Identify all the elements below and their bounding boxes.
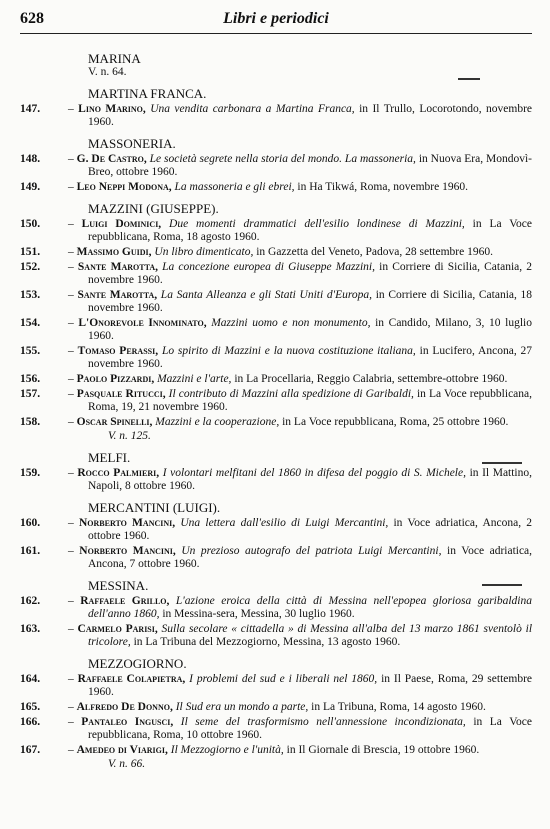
entry-title: Il Mezzogiorno e l'unità, (170, 744, 284, 756)
bibliography-entry (20, 218, 532, 244)
entry-title: Il seme del trasformismo nell'annessione incondizionata, (180, 716, 466, 728)
entry-dash: – (68, 153, 77, 165)
entry-title: Una vendita carbonara a Martina Franca, (150, 103, 355, 115)
entry-author: Leo Neppi Modona, (76, 181, 172, 193)
entry-number: 161. (20, 545, 41, 557)
section-heading: MELFI. (88, 450, 131, 465)
entry-title: Il Sud era un mondo a parte, (175, 701, 309, 713)
entry-source: in Il Paese, Roma, 29 settembre 1960. (88, 673, 532, 698)
entry-author: Raffaele Grillo, (80, 595, 170, 607)
entry-dash: – (68, 595, 81, 607)
entry-number: 149. (20, 181, 41, 193)
entry-number: 147. (20, 103, 41, 115)
bibliography-entry (20, 181, 532, 194)
section-heading: MEZZOGIORNO. (88, 656, 187, 671)
bibliography-entry (20, 545, 532, 571)
entry-dash: – (68, 345, 78, 357)
entry-dash: – (68, 246, 77, 258)
running-header (20, 10, 532, 32)
entry-author: Norberto Mancini, (79, 545, 176, 557)
entry-title: Un prezioso autografo del patriota Luigi Mercantini, (181, 545, 442, 557)
entry-author: Lino Marino, (78, 103, 146, 115)
bibliography-entry (20, 261, 532, 287)
entry-source: in Gazzetta del Veneto, Padova, 28 settembre 1960. (256, 246, 493, 258)
entry-number: 154. (20, 317, 41, 329)
entry-title: Un libro dimenticato, (154, 246, 254, 258)
bibliography-entry (20, 388, 532, 414)
entry-title: I problemi del sud e i liberali nel 1860, (189, 673, 378, 685)
entry-title: Lo spirito di Mazzini e la nuova costituzione italiana, (161, 345, 416, 357)
bibliography-entry (20, 744, 532, 757)
entry-number: 150. (20, 218, 41, 230)
entry-source: in La Voce repubblicana, Roma, 25 ottobre 1960. (282, 416, 509, 428)
entry-author: Paolo Pizzardi, (76, 373, 155, 385)
entry-title: La massoneria e gli ebrei, (174, 181, 295, 193)
entry-title: Una lettera dall'esilio di Luigi Mercantini, (180, 517, 389, 529)
bibliography-entry (20, 595, 532, 621)
entry-title: I volontari melfitani del 1860 in difesa del poggio di S. Michele, (162, 467, 466, 479)
bibliography-entry (20, 289, 532, 315)
section-heading: MAZZINI (GIUSEPPE). (88, 201, 219, 216)
entry-dash: – (68, 103, 79, 115)
entry-author: Luigi Dominici, (81, 218, 162, 230)
entry-author: L'Onorevole Innominato, (78, 317, 207, 329)
entry-title: La concezione europea di Giuseppe Mazzini, (162, 261, 375, 273)
entry-number: 167. (20, 744, 41, 756)
entry-dash: – (68, 289, 78, 301)
page-number: 628 (20, 10, 44, 27)
entry-title: Il contributo di Mazzini alla spedizione di Garibaldi, (168, 388, 414, 400)
entry-number: 160. (20, 517, 41, 529)
entry-dash: – (68, 388, 77, 400)
entry-source: in Il Mattino, Napoli, 8 ottobre 1960. (88, 467, 533, 492)
bibliography-entry (20, 673, 532, 699)
entry-author: Alfredo De Donno, (76, 701, 173, 713)
entry-dash: – (68, 623, 78, 635)
entry-number: 155. (20, 345, 41, 357)
entry-source: in Candido, Milano, 3, 10 luglio 1960. (88, 317, 532, 342)
entry-source: in La Voce repubblicana, Roma, 19, 21 novembre 1960. (88, 388, 533, 413)
section-heading: MESSINA. (88, 578, 149, 593)
bibliography-entry (20, 517, 532, 543)
running-title: Libri e periodici (223, 10, 329, 27)
entry-number: 165. (20, 701, 41, 713)
entry-source: in Corriere di Sicilia, Catania, 18 novembre 1960. (88, 289, 533, 314)
entry-author: Massimo Guidi, (76, 246, 152, 258)
entry-number: 162. (20, 595, 41, 607)
entry-title: Le società segrete nella storia del mondo. La massoneria, (149, 153, 416, 165)
entry-number: 163. (20, 623, 41, 635)
entry-author: Norberto Mancini, (78, 517, 176, 529)
header-rule (20, 33, 532, 34)
bibliography-entry (20, 153, 532, 179)
section-heading: MARTINA FRANCA. (88, 86, 207, 101)
entry-title: Mazzini e la cooperazione, (155, 416, 280, 428)
entry-dash: – (68, 701, 77, 713)
entry-author: Tomaso Perassi, (77, 345, 159, 357)
entry-title: La Santa Alleanza e gli Stati Uniti d'Europa, (160, 289, 373, 301)
bibliography-entry (20, 345, 532, 371)
entry-dash: – (68, 744, 77, 756)
entry-dash: – (68, 261, 78, 273)
entry-author: Rocco Palmieri, (77, 467, 160, 479)
entry-author: Oscar Spinelli, (76, 416, 153, 428)
bibliography-entry (20, 416, 532, 429)
print-mark (458, 78, 480, 80)
entry-source: in Voce adriatica, Ancona, 7 ottobre 1960. (88, 545, 533, 570)
section-heading: MASSONERIA. (88, 136, 176, 151)
entry-source: in Voce adriatica, Ancona, 2 ottobre 1960. (88, 517, 533, 542)
entry-source: in La Procellaria, Reggio Calabria, settembre-ottobre 1960. (234, 373, 508, 385)
bibliography-entry (20, 373, 532, 386)
cross-reference: V. n. 125. (108, 430, 151, 442)
cross-reference: V. n. 66. (108, 758, 146, 770)
entry-author: Amedeo di Viarigi, (76, 744, 168, 756)
entry-source: in Il Giornale di Brescia, 19 ottobre 1960. (286, 744, 480, 756)
entry-dash: – (68, 716, 82, 728)
entry-dash: – (68, 467, 78, 479)
entry-dash: – (68, 673, 78, 685)
entry-author: Carmelo Parisi, (77, 623, 158, 635)
entry-dash: – (68, 517, 79, 529)
entry-author: Sante Marotta, (77, 261, 159, 273)
entry-source: in La Tribuna, Roma, 14 agosto 1960. (311, 701, 486, 713)
entry-title: Mazzini uomo e non monumento, (211, 317, 371, 329)
entry-source: in Il Trullo, Locorotondo, novembre 1960. (88, 103, 533, 128)
entry-title: Due momenti drammatici dell'esilio londinese di Mazzini, (169, 218, 465, 230)
entry-number: 159. (20, 467, 41, 479)
entry-number: 153. (20, 289, 41, 301)
entry-source: in Nuova Era, Mondovì-Breo, ottobre 1960. (88, 153, 533, 178)
bibliography-entry (20, 317, 532, 343)
section-heading: MARINA (88, 51, 141, 66)
entry-source: in Lucifero, Ancona, 27 novembre 1960. (88, 345, 533, 370)
bibliography-entry (20, 246, 532, 259)
bibliography-entry (20, 103, 532, 129)
entry-dash: – (68, 373, 77, 385)
entry-title: Mazzini e l'arte, (157, 373, 232, 385)
entry-number: 151. (20, 246, 41, 258)
entry-author: G. De Castro, (76, 153, 147, 165)
entry-title: L'azione eroica della città di Messina nell'epopea gloriosa garibaldina dell'anno 1860, (88, 595, 532, 620)
section-heading: MERCANTINI (LUIGI). (88, 500, 221, 515)
entry-number: 157. (20, 388, 41, 400)
entry-number: 148. (20, 153, 41, 165)
bibliography-entry (20, 701, 532, 714)
entry-dash: – (68, 181, 77, 193)
entry-number: 166. (20, 716, 41, 728)
entry-author: Pantaleo Ingusci, (81, 716, 174, 728)
entry-dash: – (68, 545, 80, 557)
entry-source: in La Voce repubblicana, Roma, 10 ottobre 1960. (88, 716, 532, 741)
bibliography-entry (20, 716, 532, 742)
bibliography-list (20, 50, 532, 771)
entry-number: 164. (20, 673, 41, 685)
entry-source: in La Tribuna del Mezzogiorno, Messina, 13 agosto 1960. (133, 636, 401, 648)
bibliography-entry (20, 467, 532, 493)
entry-source: in Corriere di Sicilia, Catania, 2 novembre 1960. (88, 261, 533, 286)
entry-source: in Messina-sera, Messina, 30 luglio 1960. (162, 608, 355, 620)
entry-number: 156. (20, 373, 41, 385)
entry-source: in La Voce repubblicana, Roma, 18 agosto 1960. (88, 218, 532, 243)
entry-dash: – (68, 317, 79, 329)
entry-number: 152. (20, 261, 41, 273)
print-mark (482, 584, 522, 586)
cross-reference: V. n. 64. (88, 66, 127, 78)
print-mark (482, 462, 522, 464)
entry-dash: – (68, 218, 82, 230)
entry-author: Sante Marotta, (77, 289, 158, 301)
entry-title: Sulla secolare « cittadella » di Messina all'alba del 13 marzo 1861 sventolò il tricolore, (88, 623, 533, 648)
entry-source: in Ha Tikwá, Roma, novembre 1960. (297, 181, 468, 193)
entry-number: 158. (20, 416, 41, 428)
bibliography-entry (20, 623, 532, 649)
entry-dash: – (68, 416, 77, 428)
entry-author: Pasquale Ritucci, (76, 388, 166, 400)
entry-author: Raffaele Colapietra, (77, 673, 186, 685)
